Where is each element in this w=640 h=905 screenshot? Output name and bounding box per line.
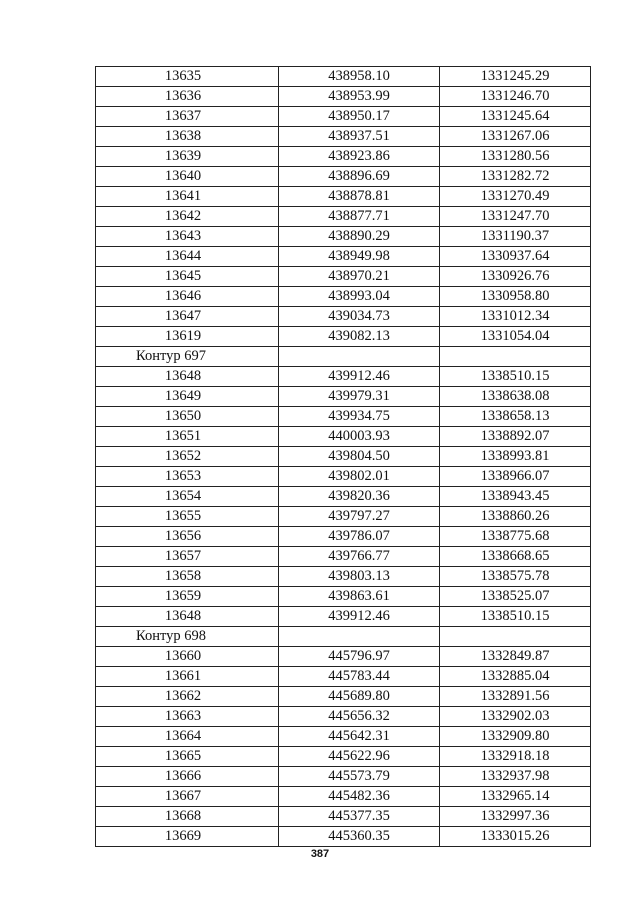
point-number-cell: 13645 xyxy=(96,267,279,287)
table-row xyxy=(96,267,591,287)
point-number-cell: 13669 xyxy=(96,827,279,847)
table-row xyxy=(96,707,591,727)
y-coordinate-cell: 1338658.13 xyxy=(440,407,591,427)
x-coordinate-cell: 438949.98 xyxy=(279,247,440,267)
x-coordinate-cell: 438953.99 xyxy=(279,87,440,107)
x-coordinate-cell: 439863.61 xyxy=(279,587,440,607)
x-coordinate-cell: 438896.69 xyxy=(279,167,440,187)
y-coordinate-cell: 1338575.78 xyxy=(440,567,591,587)
x-coordinate-cell: 439766.77 xyxy=(279,547,440,567)
point-number-cell: 13637 xyxy=(96,107,279,127)
empty-cell xyxy=(440,347,591,367)
point-number-cell: 13667 xyxy=(96,787,279,807)
x-coordinate-cell: 439034.73 xyxy=(279,307,440,327)
y-coordinate-cell: 1332849.87 xyxy=(440,647,591,667)
point-number-cell: 13664 xyxy=(96,727,279,747)
table-row xyxy=(96,687,591,707)
x-coordinate-cell: 439912.46 xyxy=(279,367,440,387)
y-coordinate-cell: 1332902.03 xyxy=(440,707,591,727)
table-row xyxy=(96,387,591,407)
y-coordinate-cell: 1330926.76 xyxy=(440,267,591,287)
point-number-cell: 13642 xyxy=(96,207,279,227)
empty-cell xyxy=(279,347,440,367)
y-coordinate-cell: 1332909.80 xyxy=(440,727,591,747)
x-coordinate-cell: 445642.31 xyxy=(279,727,440,747)
y-coordinate-cell: 1331267.06 xyxy=(440,127,591,147)
x-coordinate-cell: 445783.44 xyxy=(279,667,440,687)
point-number-cell: 13661 xyxy=(96,667,279,687)
point-number-cell: 13647 xyxy=(96,307,279,327)
y-coordinate-cell: 1338638.08 xyxy=(440,387,591,407)
point-number-cell: 13658 xyxy=(96,567,279,587)
x-coordinate-cell: 445482.36 xyxy=(279,787,440,807)
table-row xyxy=(96,767,591,787)
table-row xyxy=(96,147,591,167)
y-coordinate-cell: 1338510.15 xyxy=(440,367,591,387)
page-number: 387 xyxy=(310,848,330,860)
table-row xyxy=(96,327,591,347)
table-row xyxy=(96,787,591,807)
x-coordinate-cell: 445689.80 xyxy=(279,687,440,707)
x-coordinate-cell: 439934.75 xyxy=(279,407,440,427)
y-coordinate-cell: 1331054.04 xyxy=(440,327,591,347)
empty-cell xyxy=(440,627,591,647)
point-number-cell: 13648 xyxy=(96,607,279,627)
point-number-cell: 13649 xyxy=(96,387,279,407)
x-coordinate-cell: 445656.32 xyxy=(279,707,440,727)
point-number-cell: 13659 xyxy=(96,587,279,607)
table-row xyxy=(96,287,591,307)
point-number-cell: 13660 xyxy=(96,647,279,667)
table-row xyxy=(96,167,591,187)
point-number-cell: 13644 xyxy=(96,247,279,267)
contour-header-row xyxy=(96,347,591,367)
x-coordinate-cell: 438923.86 xyxy=(279,147,440,167)
x-coordinate-cell: 439912.46 xyxy=(279,607,440,627)
x-coordinate-cell: 440003.93 xyxy=(279,427,440,447)
y-coordinate-cell: 1338510.15 xyxy=(440,607,591,627)
x-coordinate-cell: 445360.35 xyxy=(279,827,440,847)
point-number-cell: 13641 xyxy=(96,187,279,207)
x-coordinate-cell: 438878.81 xyxy=(279,187,440,207)
y-coordinate-cell: 1338993.81 xyxy=(440,447,591,467)
x-coordinate-cell: 439786.07 xyxy=(279,527,440,547)
table-row xyxy=(96,107,591,127)
table-row xyxy=(96,127,591,147)
table-row xyxy=(96,427,591,447)
table-row xyxy=(96,647,591,667)
x-coordinate-cell: 445573.79 xyxy=(279,767,440,787)
y-coordinate-cell: 1331270.49 xyxy=(440,187,591,207)
x-coordinate-cell: 439082.13 xyxy=(279,327,440,347)
table-row xyxy=(96,827,591,847)
y-coordinate-cell: 1338892.07 xyxy=(440,427,591,447)
y-coordinate-cell: 1338775.68 xyxy=(440,527,591,547)
table-row xyxy=(96,807,591,827)
point-number-cell: 13653 xyxy=(96,467,279,487)
table-row xyxy=(96,367,591,387)
point-number-cell: 13654 xyxy=(96,487,279,507)
y-coordinate-cell: 1333015.26 xyxy=(440,827,591,847)
y-coordinate-cell: 1330958.80 xyxy=(440,287,591,307)
contour-label: Контур 698 xyxy=(96,627,279,647)
table-row xyxy=(96,407,591,427)
x-coordinate-cell: 445622.96 xyxy=(279,747,440,767)
table-row xyxy=(96,187,591,207)
y-coordinate-cell: 1332965.14 xyxy=(440,787,591,807)
y-coordinate-cell: 1331190.37 xyxy=(440,227,591,247)
y-coordinate-cell: 1331282.72 xyxy=(440,167,591,187)
y-coordinate-cell: 1338943.45 xyxy=(440,487,591,507)
x-coordinate-cell: 438877.71 xyxy=(279,207,440,227)
y-coordinate-cell: 1332918.18 xyxy=(440,747,591,767)
x-coordinate-cell: 438970.21 xyxy=(279,267,440,287)
table-row xyxy=(96,487,591,507)
table-row xyxy=(96,587,591,607)
y-coordinate-cell: 1338668.65 xyxy=(440,547,591,567)
point-number-cell: 13662 xyxy=(96,687,279,707)
table-row xyxy=(96,307,591,327)
point-number-cell: 13619 xyxy=(96,327,279,347)
table-row xyxy=(96,467,591,487)
x-coordinate-cell: 438993.04 xyxy=(279,287,440,307)
y-coordinate-cell: 1331012.34 xyxy=(440,307,591,327)
y-coordinate-cell: 1331245.29 xyxy=(440,67,591,87)
x-coordinate-cell: 439979.31 xyxy=(279,387,440,407)
table-row xyxy=(96,227,591,247)
y-coordinate-cell: 1332937.98 xyxy=(440,767,591,787)
point-number-cell: 13668 xyxy=(96,807,279,827)
point-number-cell: 13646 xyxy=(96,287,279,307)
x-coordinate-cell: 445796.97 xyxy=(279,647,440,667)
table-row xyxy=(96,727,591,747)
y-coordinate-cell: 1338860.26 xyxy=(440,507,591,527)
table-row xyxy=(96,207,591,227)
table-row xyxy=(96,607,591,627)
point-number-cell: 13636 xyxy=(96,87,279,107)
contour-label: Контур 697 xyxy=(96,347,279,367)
table-row xyxy=(96,507,591,527)
x-coordinate-cell: 439803.13 xyxy=(279,567,440,587)
point-number-cell: 13643 xyxy=(96,227,279,247)
point-number-cell: 13640 xyxy=(96,167,279,187)
y-coordinate-cell: 1338966.07 xyxy=(440,467,591,487)
coordinates-table-body xyxy=(96,67,591,847)
y-coordinate-cell: 1331280.56 xyxy=(440,147,591,167)
point-number-cell: 13638 xyxy=(96,127,279,147)
x-coordinate-cell: 439804.50 xyxy=(279,447,440,467)
y-coordinate-cell: 1331246.70 xyxy=(440,87,591,107)
table-row xyxy=(96,547,591,567)
point-number-cell: 13656 xyxy=(96,527,279,547)
y-coordinate-cell: 1331245.64 xyxy=(440,107,591,127)
x-coordinate-cell: 439797.27 xyxy=(279,507,440,527)
y-coordinate-cell: 1332997.36 xyxy=(440,807,591,827)
coordinates-table xyxy=(95,66,591,847)
point-number-cell: 13655 xyxy=(96,507,279,527)
x-coordinate-cell: 439802.01 xyxy=(279,467,440,487)
point-number-cell: 13651 xyxy=(96,427,279,447)
table-row xyxy=(96,87,591,107)
point-number-cell: 13639 xyxy=(96,147,279,167)
point-number-cell: 13650 xyxy=(96,407,279,427)
point-number-cell: 13652 xyxy=(96,447,279,467)
table-row xyxy=(96,747,591,767)
empty-cell xyxy=(279,627,440,647)
x-coordinate-cell: 438950.17 xyxy=(279,107,440,127)
table-row xyxy=(96,67,591,87)
point-number-cell: 13665 xyxy=(96,747,279,767)
y-coordinate-cell: 1338525.07 xyxy=(440,587,591,607)
table-row xyxy=(96,567,591,587)
table-row xyxy=(96,667,591,687)
point-number-cell: 13663 xyxy=(96,707,279,727)
table-row xyxy=(96,527,591,547)
x-coordinate-cell: 445377.35 xyxy=(279,807,440,827)
point-number-cell: 13657 xyxy=(96,547,279,567)
y-coordinate-cell: 1330937.64 xyxy=(440,247,591,267)
table-row xyxy=(96,447,591,467)
table-row xyxy=(96,247,591,267)
point-number-cell: 13635 xyxy=(96,67,279,87)
x-coordinate-cell: 438890.29 xyxy=(279,227,440,247)
point-number-cell: 13666 xyxy=(96,767,279,787)
y-coordinate-cell: 1331247.70 xyxy=(440,207,591,227)
y-coordinate-cell: 1332885.04 xyxy=(440,667,591,687)
x-coordinate-cell: 439820.36 xyxy=(279,487,440,507)
contour-header-row xyxy=(96,627,591,647)
point-number-cell: 13648 xyxy=(96,367,279,387)
x-coordinate-cell: 438958.10 xyxy=(279,67,440,87)
y-coordinate-cell: 1332891.56 xyxy=(440,687,591,707)
x-coordinate-cell: 438937.51 xyxy=(279,127,440,147)
